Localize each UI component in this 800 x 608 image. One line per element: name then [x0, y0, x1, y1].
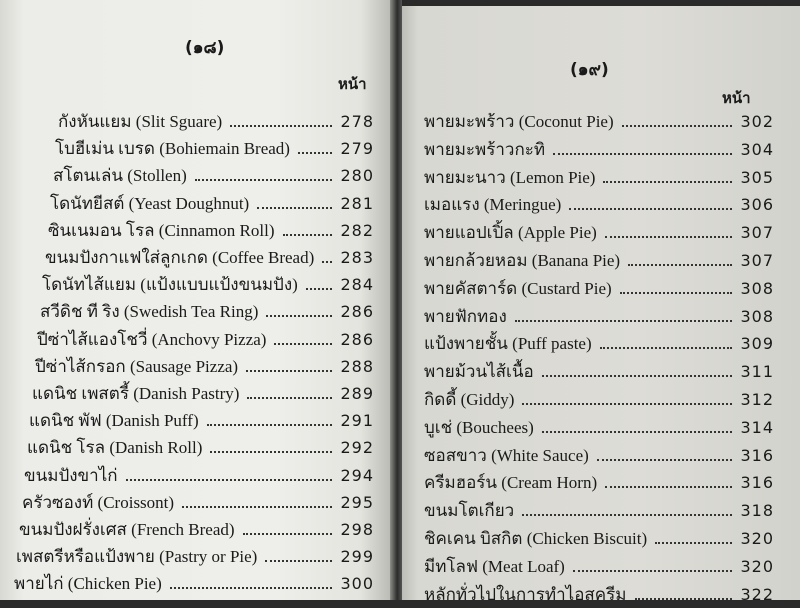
- entry-page-number: 312: [740, 390, 774, 409]
- dot-leader: [655, 542, 732, 544]
- toc-entry: [424, 442, 774, 468]
- entry-page-number: 311: [740, 362, 774, 382]
- entry-page-number: 306: [740, 195, 774, 215]
- entry-page-number: 294: [340, 465, 374, 485]
- entry-page-number: 292: [340, 438, 374, 458]
- entry-title: แดนิช พัฟ (Danish Puff): [29, 411, 199, 431]
- entry-title: ครัวซองท์ (Croissont): [22, 492, 175, 512]
- entry-page-number: 279: [340, 139, 374, 159]
- dot-leader: [126, 479, 333, 481]
- dot-leader: [247, 397, 332, 399]
- entry-page-number: 295: [340, 492, 374, 512]
- toc-entry: [424, 358, 774, 384]
- toc-entry: [53, 162, 374, 188]
- entry-title: ครีมฮอร์น (Cream Horn): [424, 473, 598, 493]
- entry-title: กังหันแยม (Slit Sguare): [58, 112, 223, 131]
- entry-title: เพสตรีหรือแป้งพาย (Pastry or Pie): [16, 547, 258, 567]
- entry-page-number: 314: [740, 417, 774, 437]
- dot-leader: [628, 264, 732, 266]
- dot-leader: [195, 179, 333, 181]
- entry-page-number: 283: [340, 248, 374, 267]
- dot-leader: [569, 208, 732, 210]
- dot-leader: [170, 587, 333, 589]
- dot-leader: [283, 234, 333, 236]
- entry-page-number: 307: [740, 251, 774, 270]
- toc-entry: [55, 135, 374, 161]
- entry-page-number: 299: [340, 547, 374, 567]
- page-number: (๑๘): [185, 38, 225, 58]
- toc-entry: [37, 326, 374, 352]
- toc-entry: [19, 516, 374, 542]
- entry-title: พายมะนาว (Lemon Pie): [424, 167, 596, 187]
- dot-leader: [266, 315, 332, 317]
- entry-title: ปีซ่าไส้แองโชวี่ (Anchovy Pizza): [37, 329, 267, 349]
- dot-leader: [522, 514, 732, 516]
- dot-leader: [515, 320, 733, 322]
- dot-leader: [605, 236, 733, 238]
- dot-leader: [553, 153, 732, 155]
- entry-title: สโตนเล่น (Stollen): [53, 166, 187, 186]
- dot-leader: [597, 459, 733, 461]
- toc-entry: [424, 497, 774, 523]
- entry-title: พายกล้วยหอม (Banana Pie): [424, 251, 621, 270]
- entry-title: เมอแรง (Meringue): [424, 195, 562, 215]
- entry-title: ปีซ่าไส้กรอก (Sausage Pizza): [35, 356, 239, 376]
- dot-leader: [246, 370, 332, 372]
- entry-title: ชิคเคน บิสกิต (Chicken Biscuit): [424, 529, 648, 548]
- dot-leader: [542, 431, 733, 433]
- dot-leader: [230, 125, 332, 127]
- entry-title: หลักทั่วไปในการทำไอสครีม: [424, 584, 627, 604]
- toc-entry: [424, 164, 774, 190]
- entry-page-number: 307: [740, 223, 774, 243]
- toc-entry: [16, 543, 374, 569]
- dot-leader: [274, 343, 332, 345]
- dot-leader: [542, 375, 733, 377]
- entry-title: แดนิช เพสตรี้ (Danish Pastry): [32, 384, 240, 403]
- entry-title: ซินเนมอน โรล (Cinnamon Roll): [48, 220, 275, 240]
- toc-entry: [424, 414, 774, 440]
- toc-entry: [424, 553, 774, 579]
- entry-title: ขนมปังกาแฟใส่ลูกเกด (Coffee Bread): [45, 248, 315, 267]
- entry-page-number: 320: [740, 529, 774, 548]
- entry-title: ขนมปังขาไก่: [24, 465, 118, 485]
- entry-title: พายแอปเปิ้ล (Apple Pie): [424, 223, 597, 243]
- entry-page-number: 278: [340, 112, 374, 131]
- dot-leader: [600, 347, 733, 349]
- entry-page-number: 316: [740, 445, 774, 465]
- page-number: (๑๙): [570, 60, 609, 80]
- entry-page-number: 318: [740, 501, 774, 521]
- entry-page-number: 309: [740, 334, 774, 354]
- toc-entry: [424, 219, 774, 245]
- toc-entry: [32, 380, 374, 406]
- dot-leader: [207, 424, 333, 426]
- toc-entry: [424, 386, 774, 412]
- dot-leader: [605, 486, 732, 488]
- right-page: [402, 6, 800, 604]
- entry-page-number: 305: [740, 167, 774, 187]
- entry-page-number: 286: [340, 329, 374, 349]
- toc-entry: [424, 330, 774, 356]
- toc-entry: [50, 190, 374, 216]
- entry-title: ขนมโตเกียว: [424, 501, 515, 521]
- entry-page-number: 322: [740, 584, 774, 604]
- dot-leader: [573, 570, 733, 572]
- dot-leader: [265, 560, 332, 562]
- entry-title: พายไก่ (Chicken Pie): [14, 574, 162, 594]
- entry-page-number: 300: [340, 574, 374, 594]
- entry-title: พายคัสตาร์ด (Custard Pie): [424, 278, 612, 298]
- entry-title: โดนัทยีสต์ (Yeast Doughnut): [50, 193, 250, 213]
- dot-leader: [243, 533, 333, 535]
- entry-title: พายม้วนไส้เนื้อ: [424, 362, 534, 382]
- entry-title: พายมะพร้าว (Coconut Pie): [424, 112, 614, 131]
- dot-leader: [635, 598, 733, 600]
- toc-entry: [48, 217, 374, 243]
- column-header: หน้า: [338, 75, 367, 93]
- toc-entry: [424, 247, 774, 273]
- column-header: หน้า: [722, 89, 751, 107]
- entry-page-number: 304: [740, 139, 774, 159]
- entry-title: แดนิช โรล (Danish Roll): [27, 438, 203, 458]
- entry-title: โบฮีเม่น เบรด (Bohiemain Bread): [55, 139, 290, 159]
- toc-entry: [35, 353, 374, 379]
- dot-leader: [620, 292, 733, 294]
- entry-page-number: 316: [740, 473, 774, 493]
- entry-title: ขนมปังฝรั่งเศส (French Bread): [19, 520, 235, 539]
- entry-title: โดนัทไส้แยม (แป้งแบบแป้งขนมปัง): [42, 275, 298, 295]
- toc-entry: [42, 271, 374, 297]
- entry-page-number: 308: [740, 278, 774, 298]
- toc-entry: [58, 108, 374, 134]
- toc-entry: [45, 244, 374, 270]
- toc-entry: [424, 191, 774, 217]
- dot-leader: [257, 207, 332, 209]
- entry-page-number: 320: [740, 556, 774, 576]
- toc-entry: [29, 407, 374, 433]
- dot-leader: [522, 403, 732, 405]
- dot-leader: [603, 181, 732, 183]
- toc-entry: [24, 462, 374, 488]
- entry-page-number: 288: [340, 356, 374, 376]
- toc-entry: [14, 570, 374, 596]
- dot-leader: [182, 506, 332, 508]
- dot-leader: [322, 261, 332, 263]
- entry-title: กิดดี้ (Giddy): [424, 390, 515, 409]
- entry-page-number: 286: [340, 302, 374, 322]
- left-page: [0, 0, 392, 600]
- entry-page-number: 281: [340, 193, 374, 213]
- toc-entry: [424, 581, 774, 607]
- dot-leader: [210, 451, 332, 453]
- toc-entry: [424, 303, 774, 329]
- entry-title: พายมะพร้าวกะทิ: [424, 139, 546, 159]
- entry-page-number: 302: [740, 112, 774, 131]
- entry-page-number: 284: [340, 275, 374, 295]
- entry-title: มีทโลฟ (Meat Loaf): [424, 556, 565, 576]
- entry-title: สวีดิช ที ริง (Swedish Tea Ring): [40, 302, 259, 322]
- entry-page-number: 282: [340, 220, 374, 240]
- toc-entry: [40, 298, 374, 324]
- entry-page-number: 298: [340, 520, 374, 539]
- book-spine: [390, 0, 402, 600]
- entry-page-number: 280: [340, 166, 374, 186]
- dot-leader: [622, 125, 733, 127]
- toc-entry: [424, 525, 774, 551]
- entry-title: พายฟักทอง: [424, 306, 507, 326]
- entry-title: ซอสขาว (White Sauce): [424, 445, 589, 465]
- toc-entry: [424, 469, 774, 495]
- entry-page-number: 308: [740, 306, 774, 326]
- toc-entry: [424, 108, 774, 134]
- toc-entry: [424, 275, 774, 301]
- entry-title: แป้งพายชั้น (Puff paste): [424, 334, 592, 354]
- entry-title: บูเช่ (Bouchees): [424, 417, 534, 437]
- entry-page-number: 291: [340, 411, 374, 431]
- dot-leader: [298, 152, 332, 154]
- toc-entry: [22, 489, 374, 515]
- toc-entry: [424, 136, 774, 162]
- toc-entry: [27, 434, 374, 460]
- entry-page-number: 289: [340, 384, 374, 403]
- dot-leader: [306, 288, 333, 290]
